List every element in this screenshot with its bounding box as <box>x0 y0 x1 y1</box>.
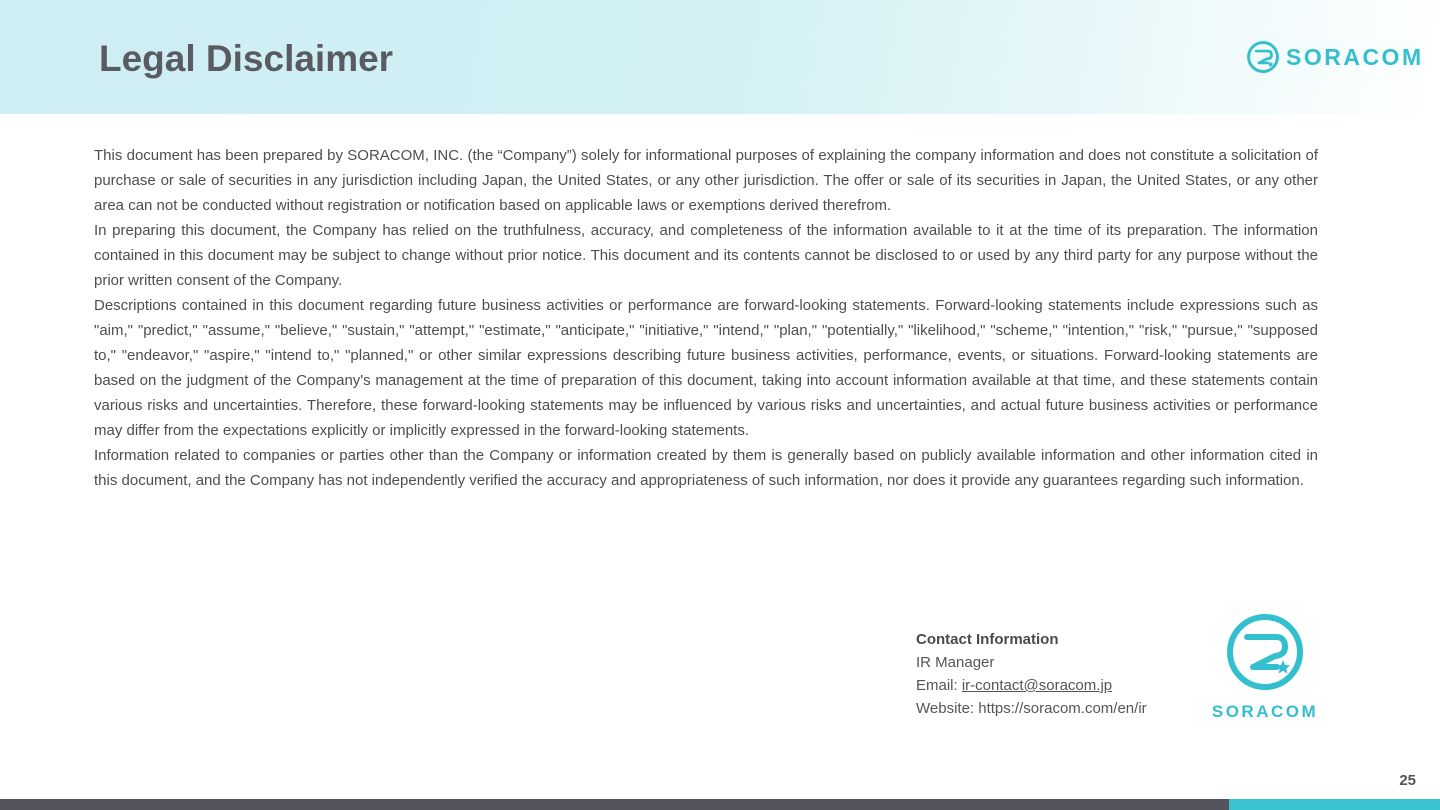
email-link[interactable]: ir-contact@soracom.jp <box>961 677 1113 694</box>
contact-title: Contact Information <box>916 631 1059 648</box>
header-banner <box>0 0 1440 114</box>
soracom-logo-footer <box>1206 612 1324 722</box>
soracom-wordmark: SORACOM <box>1286 43 1424 70</box>
page-title: Legal Disclaimer <box>99 38 394 79</box>
website-url[interactable]: https://soracom.com/en/ir <box>978 700 1147 717</box>
disclaimer-paragraph: In preparing this document, the Company has relied on the truthfulness, accuracy, and completeness of the information available to it at the time of its preparation. The information contained in this document may be subject to change without prior notice. This document and its contents cannot be disclosed to or used by any third party for any purpose without the prior written consent of the Company. <box>94 222 1318 289</box>
soracom-logo-icon <box>1246 40 1280 74</box>
disclaimer-paragraph: Descriptions contained in this document regarding future business activities or performance are forward-looking statements. Forward-looking statements include expressions such as "aim," "predict," "assume," "believe," "sustain," "attempt," "estimate," "anticipate," "initiative," "intend," "plan," "potentially," "likelihood," "scheme," "intention," "risk," "pursue," "supposed to," "endeavor," "aspire," "intend to," "planned," or other similar expressions describing future business activities, performance, events, or situations. Forward-looking statements are based on the judgment of the Company's management at the time of preparation of this document, taking into account information available at that time, and these statements contain various risks and uncertainties. Therefore, these forward-looking statements may be influenced by various risks and uncertainties, and actual future business activities or performance may differ from the expectations explicitly or implicitly expressed in the forward-looking statements. <box>94 297 1318 439</box>
disclaimer-paragraph: Information related to companies or parties other than the Company or information created by them is generally based on publicly available information and other information cited in this document, and the Company has not independently verified the accuracy and appropriateness of such information, nor does it provide any guarantees regarding such information. <box>94 447 1318 489</box>
soracom-logo-header <box>1246 39 1424 75</box>
soracom-logo-icon <box>1225 612 1305 692</box>
soracom-wordmark: SORACOM <box>1211 702 1319 721</box>
email-label: Email: <box>916 677 962 694</box>
contact-website-row <box>916 697 1147 720</box>
disclaimer-paragraph: This document has been prepared by SORACOM, INC. (the “Company”) solely for informational purposes of explaining the company information and does not constitute a solicitation of purchase or sale of securities in any jurisdiction including Japan, the United States, or any other jurisdiction. The offer or sale of its securities in Japan, the United States, or any other area can not be conducted without registration or notification based on applicable laws or exemptions derived therefrom. <box>94 147 1318 214</box>
contact-role: IR Manager <box>916 654 995 671</box>
page-number: 25 <box>1399 772 1416 789</box>
footer-bar-accent <box>1229 799 1440 810</box>
website-label: Website: <box>916 700 979 717</box>
contact-email-row <box>916 674 1147 697</box>
footer-bar-dark <box>0 799 1229 810</box>
disclaimer-body <box>94 143 1318 493</box>
contact-info <box>916 628 1147 720</box>
